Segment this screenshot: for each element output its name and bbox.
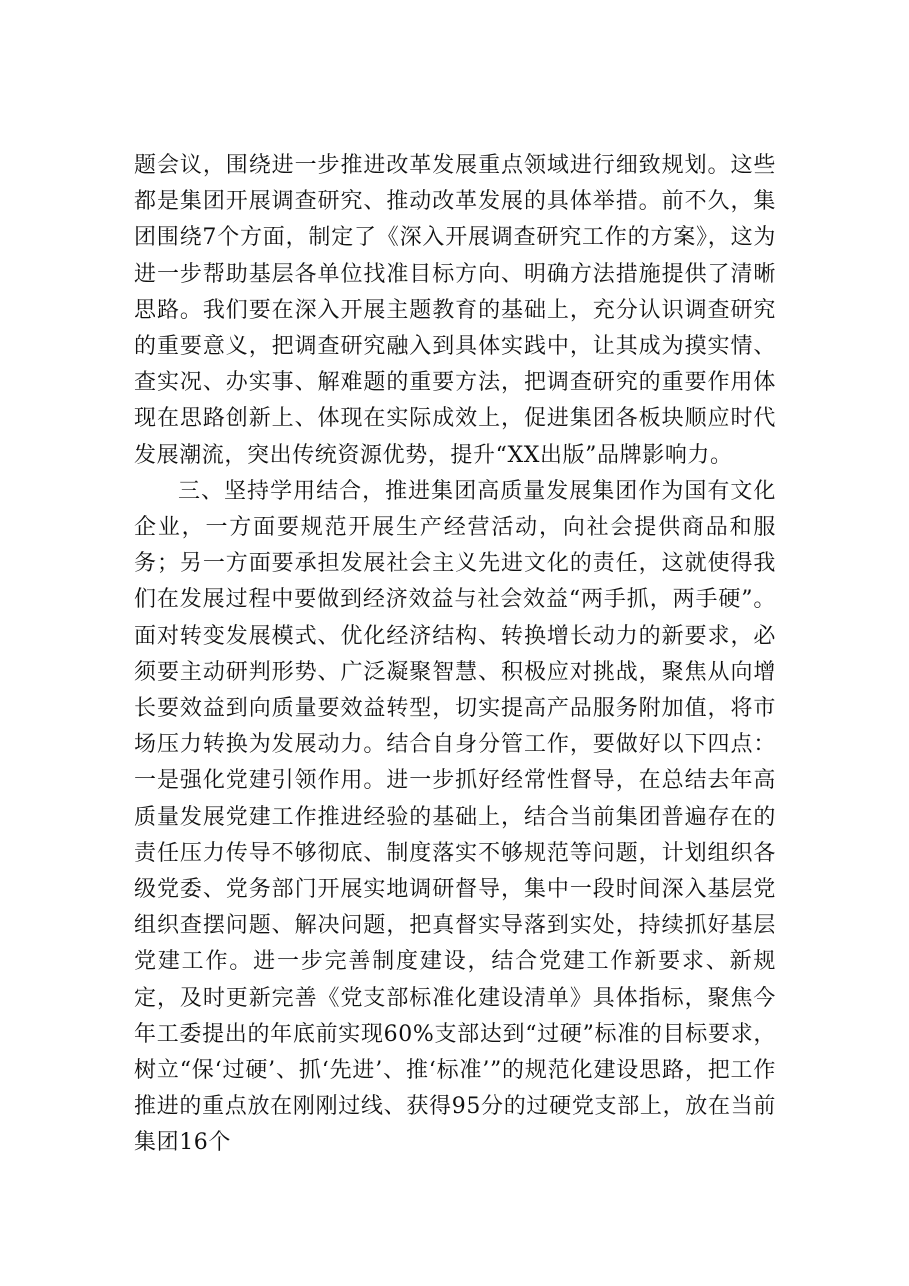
document-body: [134, 148, 776, 1162]
paragraph-1: 题会议，围绕进一步推进改革发展重点领域进行细致规划。这些都是集团开展调查研究、推动改革发展的具体举措。前不久，集团围绕7个方面，制定了《深入开展调查研究工作的方案》，这为进一步帮助基层各单位找准目标方向、明确方法措施提供了清晰思路。我们要在深入开展主题教育的基础上，充分认识调查研究的重要意义，把调查研究融入到具体实践中，让其成为摸实情、查实况、办实事、解难题的重要方法，把调查研究的重要作用体现在思路创新上、体现在实际成效上，促进集团各板块顺应时代发展潮流，突出传统资源优势，提升“XX出版”品牌影响力。: [134, 153, 776, 468]
paragraph-2: 三、坚持学用结合，推进集团高质量发展集团作为国有文化企业，一方面要规范开展生产经营活动，向社会提供商品和服务；另一方面要承担发展社会主义先进文化的责任，这就使得我们在发展过程中要做到经济效益与社会效益“两手抓，两手硬”。面对转变发展模式、优化经济结构、转换增长动力的新要求，必须要主动研判形势、广泛凝聚智慧、积极应对挑战，聚焦从向增长要效益到向质量要效益转型，切实提高产品服务附加值，将市场压力转换为发展动力。结合自身分管工作，要做好以下四点：一是强化党建引领作用。进一步抓好经常性督导，在总结去年高质量发展党建工作推进经验的基础上，结合当前集团普遍存在的责任压力传导不够彻底、制度落实不够规范等问题，计划组织各级党委、党务部门开展实地调研督导，集中一段时间深入基层党组织查摆问题、解决问题，把真督实导落到实处，持续抓好基层党建工作。进一步完善制度建设，结合党建工作新要求、新规定，及时更新完善《党支部标准化建设清单》具体指标，聚焦今年工委提出的年底前实现60%支部达到“过硬”标准的目标要求，树立“保‘过硬’、抓‘先进’、推‘标准’”的规范化建设思路，把工作推进的重点放在刚刚过线、获得95分的过硬党支部上，放在当前集团16个: [134, 478, 776, 1156]
